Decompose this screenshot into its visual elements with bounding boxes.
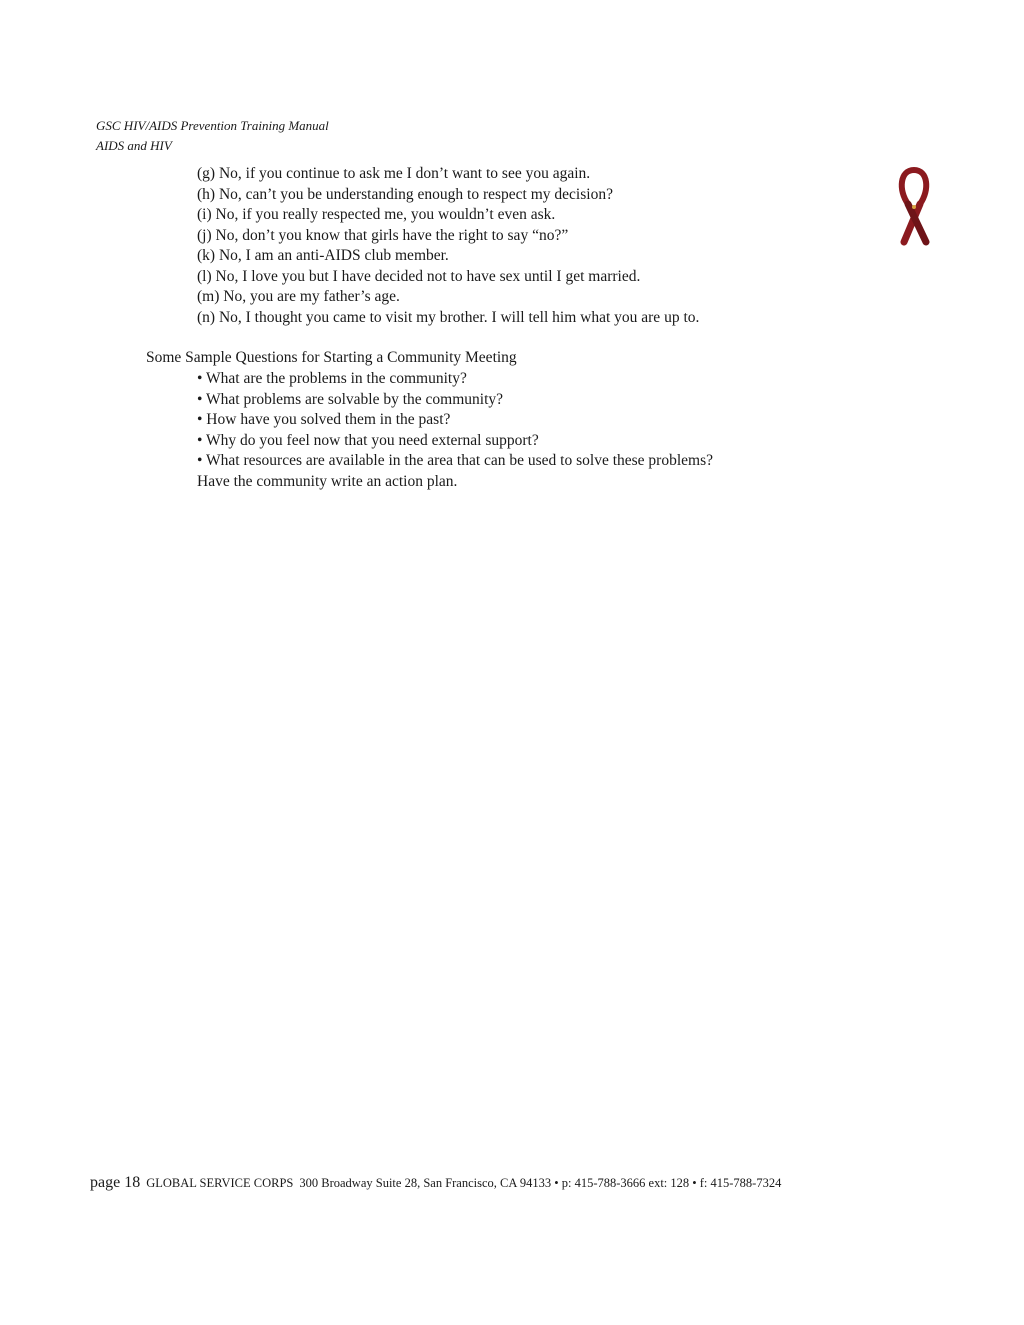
organization-name: GLOBAL SERVICE CORPS <box>146 1176 294 1190</box>
question-item: • How have you solved them in the past? <box>197 411 451 428</box>
response-item: (i) No, if you really respected me, you wouldn’t even ask. <box>197 206 556 223</box>
section-title-header: AIDS and HIV <box>96 138 172 153</box>
contact-info: 300 Broadway Suite 28, San Francisco, CA 94133 • p: 415-788-3666 ext: 128 • f: 415-788-7324 <box>299 1176 782 1190</box>
question-item: • Why do you feel now that you need external support? <box>197 431 539 449</box>
response-item: (h) No, can’t you be understanding enough to respect my decision? <box>197 185 613 203</box>
response-item: (g) No, if you continue to ask me I don’t want to see you again. <box>197 165 591 182</box>
question-list <box>197 369 713 492</box>
red-ribbon-icon <box>890 164 938 246</box>
question-item: • What resources are available in the area that can be used to solve these problems? <box>197 452 713 469</box>
manual-title: GSC HIV/AIDS Prevention Training Manual <box>96 118 329 133</box>
page-number: page 18 <box>90 1174 141 1191</box>
closing-instruction: Have the community write an action plan. <box>197 472 458 490</box>
response-list <box>197 164 699 328</box>
response-item: (l) No, I love you but I have decided not to have sex until I get married. <box>197 267 641 285</box>
question-item: • What are the problems in the community? <box>197 370 467 387</box>
response-item: (n) No, I thought you came to visit my brother. I will tell him what you are up to. <box>197 308 700 326</box>
question-item: • What problems are solvable by the community? <box>197 390 504 408</box>
response-item: (k) No, I am an anti-AIDS club member. <box>197 247 449 264</box>
page-footer <box>90 1173 781 1193</box>
response-item: (m) No, you are my father’s age. <box>197 288 400 305</box>
community-meeting-title: Some Sample Questions for Starting a Community Meeting <box>146 349 517 366</box>
response-item: (j) No, don’t you know that girls have the right to say “no?” <box>197 226 569 244</box>
